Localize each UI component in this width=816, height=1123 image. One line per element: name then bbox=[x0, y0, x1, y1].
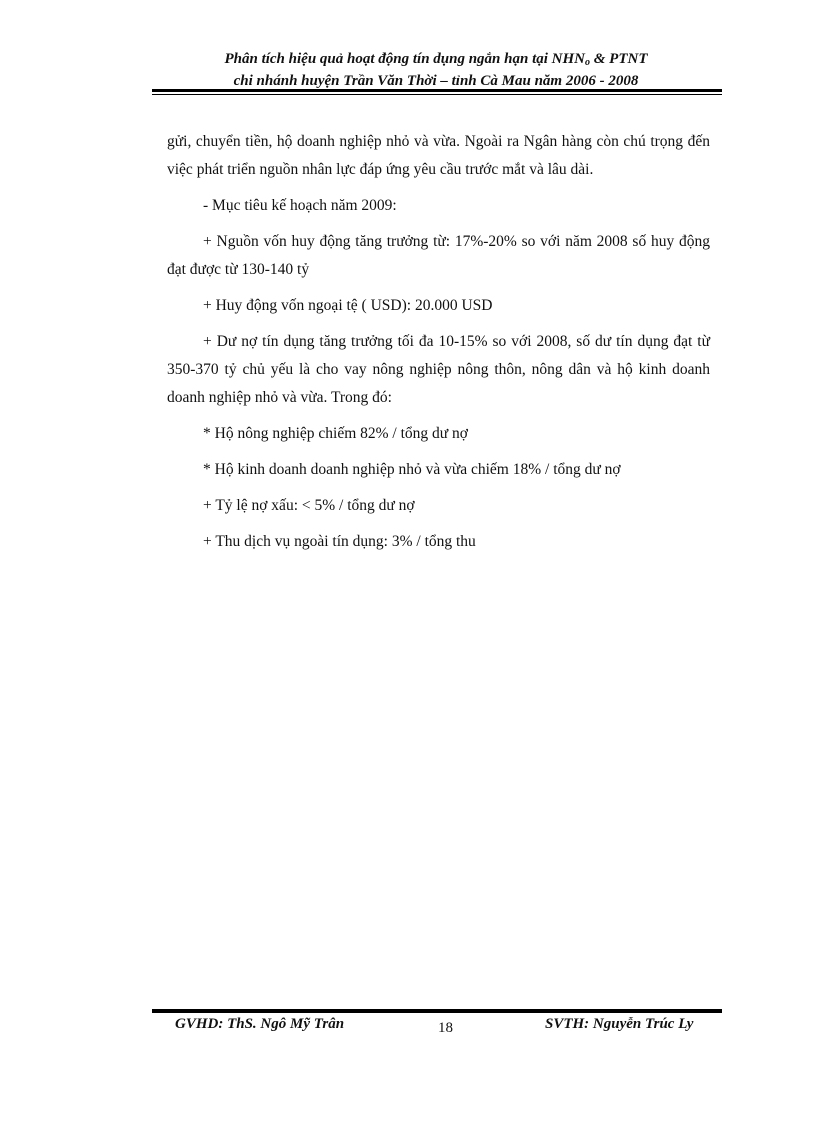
paragraph-5: + Dư nợ tín dụng tăng trưởng tối đa 10-15% so với 2008, số dư tín dụng đạt từ 350-370 tỷ chủ yếu là cho vay nông nghiệp nông thôn, nông dân và hộ kinh doanh doanh nghiệp nhỏ và vừa. Trong đó: bbox=[167, 333, 710, 406]
header-line-1-suffix: & PTNT bbox=[590, 51, 648, 67]
header-subscript: o bbox=[585, 57, 591, 68]
footer-advisor: GVHD: ThS. Ngô Mỹ Trân bbox=[175, 1016, 345, 1032]
paragraph-9: + Thu dịch vụ ngoài tín dụng: 3% / tổng thu bbox=[203, 533, 476, 550]
paragraph-2: - Mục tiêu kế hoạch năm 2009: bbox=[203, 197, 397, 214]
running-header bbox=[150, 50, 722, 90]
header-rule-thick bbox=[152, 89, 722, 92]
paragraph-7: * Hộ kinh doanh doanh nghiệp nhỏ và vừa chiếm 18% / tổng dư nợ bbox=[203, 461, 621, 478]
footer-student: SVTH: Nguyễn Trúc Ly bbox=[545, 1016, 694, 1032]
paragraph-8: + Tỷ lệ nợ xấu: < 5% / tổng dư nợ bbox=[203, 497, 415, 514]
header-line-1-text: Phân tích hiệu quả hoạt động tín dụng ngắn hạn tại NHN bbox=[224, 51, 586, 67]
footer-rule bbox=[152, 1009, 722, 1013]
header-title-line-2: chi nhánh huyện Trần Văn Thời – tỉnh Cà Mau năm 2006 - 2008 bbox=[233, 73, 639, 89]
paragraph-4: + Huy động vốn ngoại tệ ( USD): 20.000 USD bbox=[203, 297, 493, 314]
page-number: 18 bbox=[438, 1020, 453, 1036]
paragraph-6: * Hộ nông nghiệp chiếm 82% / tổng dư nợ bbox=[203, 425, 468, 442]
document-body bbox=[167, 128, 710, 564]
header-rule-thin bbox=[152, 94, 722, 95]
paragraph-1: gửi, chuyển tiền, hộ doanh nghiệp nhỏ và vừa. Ngoài ra Ngân hàng còn chú trọng đến việc phát triển nguồn nhân lực đáp ứng yêu cầu trước mắt và lâu dài. bbox=[167, 133, 710, 178]
header-title-line-1 bbox=[150, 50, 722, 72]
paragraph-3: + Nguồn vốn huy động tăng trưởng từ: 17%-20% so với năm 2008 số huy động đạt được từ 130-140 tỷ bbox=[167, 233, 710, 278]
